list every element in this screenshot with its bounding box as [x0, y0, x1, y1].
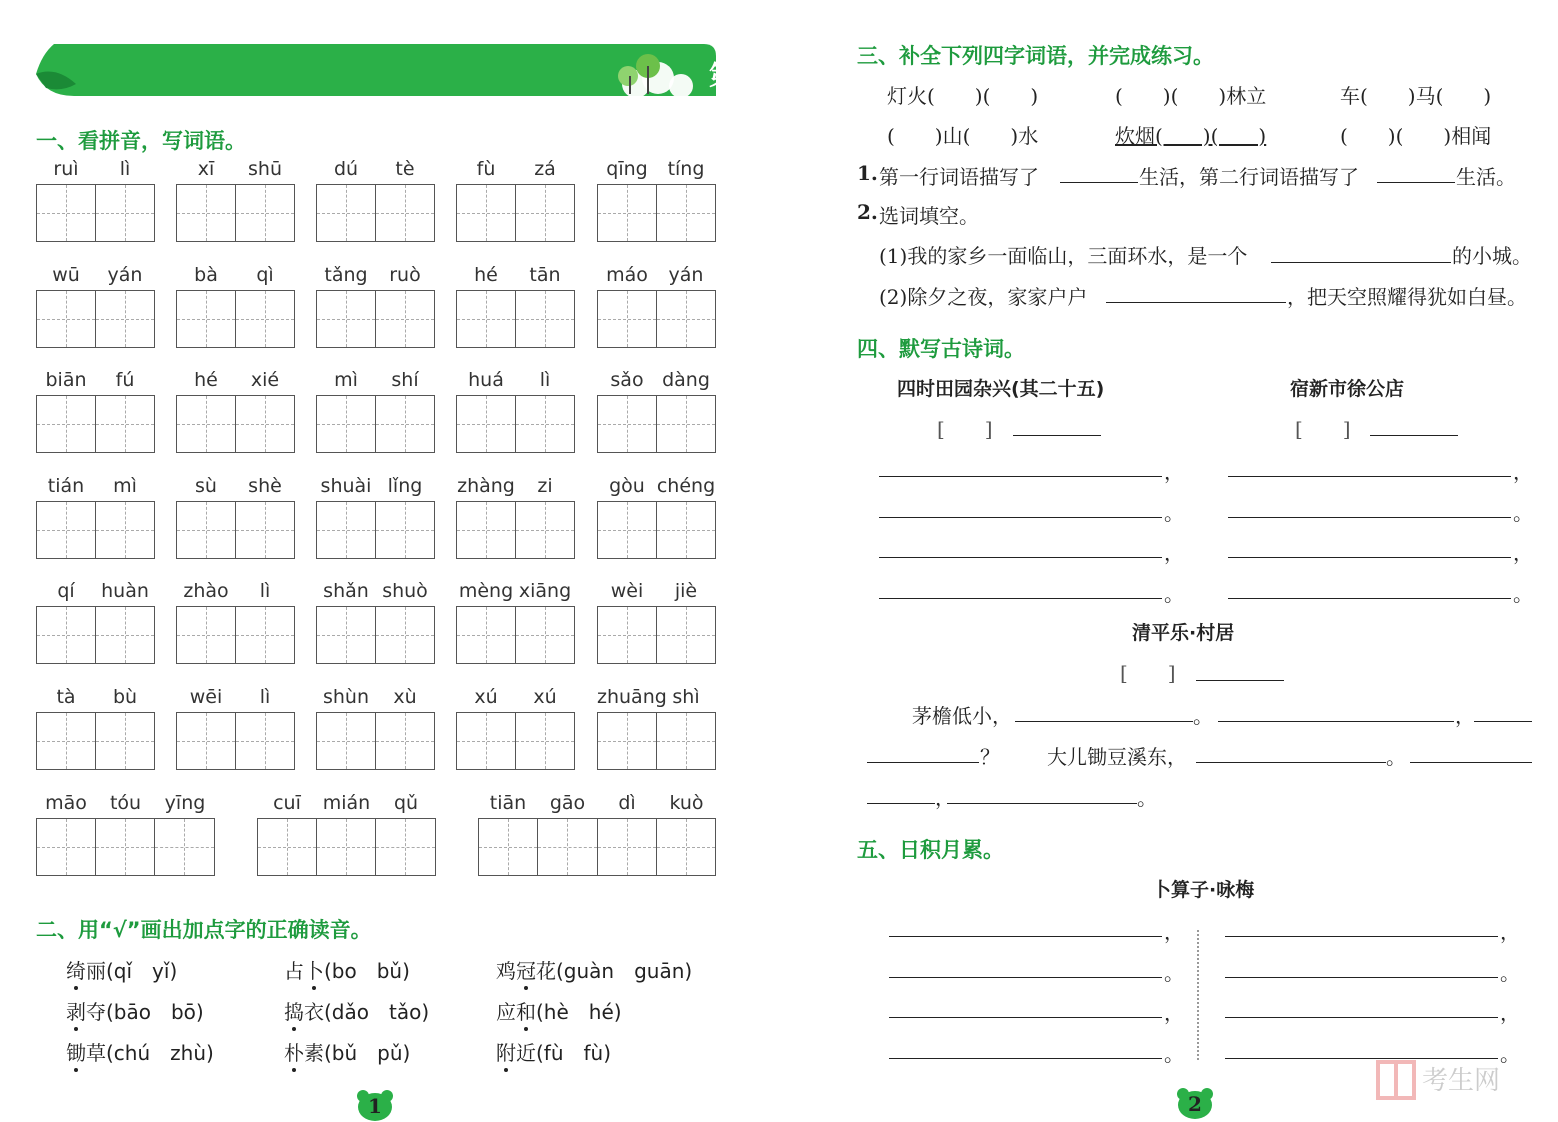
word-char: 花 [536, 959, 556, 983]
pinyin-label: sù [195, 474, 217, 497]
pronunciation-item[interactable] [66, 1037, 214, 1066]
pinyin-label: xù [393, 686, 417, 708]
writing-box[interactable] [176, 501, 295, 559]
pinyin-label: zá [534, 158, 556, 180]
q1-text-a: 第一行词语描写了 [879, 165, 1039, 189]
poem3-dynasty-bracket: [ ] [1120, 661, 1176, 685]
pinyin-label: dì [618, 792, 636, 814]
poem3-question: ？ [980, 745, 1000, 769]
pinyin-label: cuī [273, 792, 301, 814]
pinyin-options[interactable]: (chú zhù) [106, 1041, 214, 1065]
poem-line-blank[interactable] [1228, 476, 1511, 477]
writing-box[interactable] [36, 184, 155, 242]
section1-heading: 一、看拼音，写词语。 [36, 129, 246, 153]
writing-box[interactable] [257, 818, 436, 876]
poem4-line-punct: 。 [1164, 1041, 1184, 1066]
poem4-line-blank[interactable] [1225, 1058, 1498, 1059]
poem3-blank-7[interactable] [867, 803, 935, 804]
writing-box[interactable] [597, 290, 716, 348]
pronunciation-item[interactable] [284, 996, 429, 1025]
pinyin-options[interactable]: (bo bǔ) [324, 959, 410, 983]
pinyin-label: lǐng [387, 474, 423, 497]
writing-box[interactable] [597, 395, 716, 453]
dotted-char: 和 [516, 996, 536, 1025]
q2-1-blank[interactable] [1271, 262, 1451, 263]
pinyin-label: xiāng [518, 580, 572, 603]
pinyin-label: mì [334, 369, 358, 392]
pinyin-label: zhàng [457, 474, 515, 497]
pinyin-label: tóu [109, 792, 142, 814]
poem-line-blank[interactable] [879, 517, 1162, 518]
pinyin-label: zi [537, 474, 553, 497]
poem-line-blank[interactable] [1228, 557, 1511, 558]
dotted-char: 朴 [284, 1037, 304, 1066]
pronunciation-item[interactable] [284, 1037, 410, 1066]
writing-box[interactable] [456, 501, 575, 559]
pinyin-label: hé [474, 263, 498, 286]
pinyin-options[interactable]: (guàn guān) [556, 959, 693, 983]
pinyin-label: shí [391, 369, 419, 392]
pinyin-label: dú [333, 158, 359, 180]
writing-box[interactable] [176, 290, 295, 348]
pinyin-label: mì [113, 474, 137, 497]
idiom-1: 灯火( )( ) [887, 84, 1039, 108]
poem-line-punct: ， [1164, 541, 1184, 565]
section2-heading: 二、用“√”画出加点字的正确读音。 [36, 918, 372, 942]
pinyin-label: xú [533, 686, 557, 708]
pinyin-options[interactable]: (bāo bō) [106, 1000, 204, 1024]
pinyin-label: yīng [164, 792, 206, 814]
pinyin-options[interactable]: (dǎo tǎo) [324, 1000, 430, 1024]
writing-box[interactable] [316, 290, 435, 348]
pinyin-label: tiān [489, 792, 527, 814]
poem1-dynasty-bracket: [ ] [937, 417, 993, 441]
writing-box[interactable] [456, 184, 575, 242]
pinyin-label: mèng [458, 580, 514, 603]
pinyin-label: yán [668, 263, 704, 286]
pinyin-label: qì [256, 263, 274, 286]
writing-box[interactable] [36, 818, 215, 876]
writing-box[interactable] [316, 184, 435, 242]
writing-box[interactable] [176, 395, 295, 453]
pinyin-label: tà [56, 686, 76, 708]
poem-line-blank[interactable] [1228, 598, 1511, 599]
word-char: 近 [516, 1041, 536, 1065]
q2-number: 2. [857, 200, 878, 224]
pinyin-label: māo [45, 792, 87, 814]
writing-box[interactable] [456, 395, 575, 453]
section4-heading: 四、默写古诗词。 [857, 337, 1025, 361]
pinyin-label: sǎo [610, 369, 644, 392]
poem3-blank-1[interactable] [1015, 721, 1193, 722]
q1-number: 1. [857, 161, 878, 185]
watermark-text: 考生网 [1422, 1066, 1501, 1096]
pronunciation-item[interactable] [496, 996, 622, 1025]
poem3-blank-5[interactable] [1196, 762, 1386, 763]
pinyin-label: shùn [322, 686, 370, 708]
pinyin-label: lì [119, 158, 131, 180]
poem2-dynasty-bracket: [ ] [1295, 417, 1351, 441]
poem4-line-punct: ， [1164, 1001, 1184, 1025]
q2-2-text-b: ，把天空照耀得犹如白昼。 [1287, 285, 1527, 309]
pinyin-label: shū [248, 158, 282, 180]
q1-text-b: 生活，第二行词语描写了 [1139, 165, 1359, 189]
section5-heading: 五、日积月累。 [857, 838, 1004, 862]
poem-line-punct: ， [1164, 460, 1184, 484]
poem4-line-punct: ， [1164, 920, 1184, 944]
pinyin-label: gòu [609, 474, 645, 497]
word-char: 素 [304, 1041, 324, 1065]
q1-text-c: 生活。 [1456, 165, 1516, 189]
writing-box[interactable] [176, 606, 295, 664]
unit-title: 第一单元 [709, 61, 849, 92]
pinyin-options[interactable]: (qǐ yǐ) [106, 959, 178, 983]
writing-box[interactable] [456, 712, 575, 770]
dotted-char: 附 [496, 1037, 516, 1066]
poem3-punct-2: ， [1455, 704, 1475, 728]
pinyin-label: zhuāng [597, 686, 667, 708]
pronunciation-item[interactable] [496, 955, 692, 984]
pinyin-label: qí [57, 580, 75, 603]
pinyin-label: shǎn [323, 580, 369, 603]
writing-box[interactable] [316, 606, 435, 664]
idiom-6: ( )( )相闻 [1340, 124, 1492, 148]
q2-1-text-a: (1)我的家乡一面临山，三面环水，是一个 [879, 244, 1248, 268]
pinyin-options[interactable]: (hè hé) [536, 1000, 622, 1024]
pinyin-options[interactable]: (fù fù) [536, 1041, 612, 1065]
divider [1197, 930, 1199, 1060]
writing-box[interactable] [597, 606, 716, 664]
poem1-author-blank[interactable] [1013, 435, 1101, 436]
page-number-2: 2 [1188, 1092, 1202, 1116]
dotted-char: 锄 [66, 1037, 86, 1066]
poem4-line-punct: ， [1500, 1001, 1520, 1025]
word-char: 鸡 [496, 959, 516, 983]
pinyin-label: zhào [183, 580, 229, 603]
poem2-title: 宿新市徐公店 [1290, 378, 1405, 400]
pinyin-label: huàn [101, 580, 149, 603]
poem4-line-punct: 。 [1500, 960, 1520, 985]
poem4-line-blank[interactable] [889, 977, 1162, 978]
poem3-title: 清平乐·村居 [1132, 622, 1235, 644]
pinyin-label: qīng [606, 158, 648, 180]
poem3-punct-1: 。 [1193, 704, 1213, 728]
poem3-line2: 大儿锄豆溪东， [1047, 745, 1187, 769]
poem4-line-blank[interactable] [1225, 977, 1498, 978]
poem4-line-blank[interactable] [889, 936, 1162, 937]
pinyin-label: tíng [667, 158, 705, 180]
writing-box[interactable] [36, 290, 155, 348]
poem-line-blank[interactable] [1228, 517, 1511, 518]
poem-line-blank[interactable] [879, 476, 1162, 477]
poem3-blank-4[interactable] [867, 762, 979, 763]
pinyin-label: wēi [189, 686, 223, 708]
dotted-char: 捣 [284, 996, 304, 1025]
word-char: 应 [496, 1000, 516, 1024]
q1-blank-2[interactable] [1377, 182, 1455, 183]
poem4-line-blank[interactable] [1225, 936, 1498, 937]
writing-box[interactable] [456, 606, 575, 664]
pinyin-label: chéng [656, 474, 716, 497]
word-char: 占 [284, 959, 304, 983]
pinyin-label: shuài [320, 474, 372, 497]
word-char: 衣 [304, 1000, 324, 1024]
writing-box[interactable] [456, 290, 575, 348]
pinyin-label: bù [112, 686, 138, 708]
pinyin-label: biān [45, 369, 87, 392]
poem4-line-blank[interactable] [889, 1017, 1162, 1018]
idiom-2: ( )( )林立 [1115, 84, 1267, 108]
idiom-4: ( )山( )水 [887, 124, 1039, 148]
pinyin-label: dàng [662, 369, 710, 392]
writing-box[interactable] [316, 395, 435, 453]
poem-line-punct: 。 [1164, 581, 1184, 606]
idiom-5: 炊烟( )( ) [1115, 124, 1267, 148]
pinyin-label: lì [259, 580, 271, 603]
poem4-line-punct: 。 [1164, 960, 1184, 985]
poem-line-punct: ， [1513, 460, 1533, 484]
writing-box[interactable] [36, 501, 155, 559]
pinyin-label: kuò [669, 792, 704, 814]
pinyin-label: wèi [610, 580, 644, 603]
writing-box[interactable] [316, 712, 435, 770]
writing-box[interactable] [36, 395, 155, 453]
pinyin-label: ruì [53, 158, 79, 180]
poem3-blank-3[interactable] [1474, 721, 1532, 722]
q2-1-text-b: 的小城。 [1452, 244, 1532, 268]
pinyin-label: tǎng [324, 263, 368, 286]
pinyin-label: qǔ [393, 792, 419, 814]
poem4-line-blank[interactable] [1225, 1017, 1498, 1018]
pinyin-label: ruò [389, 263, 421, 286]
watermark-logo-icon [1376, 1060, 1416, 1100]
pinyin-label: jiè [674, 580, 698, 603]
pinyin-label: tián [47, 474, 85, 497]
pinyin-label: shuò [382, 580, 428, 603]
poem3-author-blank[interactable] [1196, 680, 1284, 681]
poem-line-blank[interactable] [879, 598, 1162, 599]
section3-heading: 三、补全下列四字词语，并完成练习。 [857, 44, 1214, 68]
pronunciation-item[interactable] [66, 996, 204, 1025]
poem-line-punct: ， [1513, 541, 1533, 565]
poem4-line-blank[interactable] [889, 1058, 1162, 1059]
q2-2-text-a: (2)除夕之夜，家家户户 [879, 285, 1088, 309]
poem-line-blank[interactable] [879, 557, 1162, 558]
writing-box[interactable] [36, 606, 155, 664]
pinyin-label: wū [52, 263, 80, 286]
writing-box[interactable] [478, 818, 716, 876]
poem3-blank-8[interactable] [947, 803, 1137, 804]
poem3-line1: 茅檐低小， [912, 704, 1012, 728]
writing-box[interactable] [316, 501, 435, 559]
dotted-char: 卜 [304, 955, 324, 984]
pinyin-label: lì [259, 686, 271, 708]
writing-box[interactable] [597, 712, 716, 770]
poem-line-punct: 。 [1164, 500, 1184, 525]
pinyin-label: máo [606, 263, 648, 286]
pinyin-label: bà [194, 263, 218, 286]
pinyin-label: mián [322, 792, 371, 814]
pinyin-label: tān [529, 263, 561, 286]
word-char: 夺 [86, 1000, 106, 1024]
dotted-char: 绮 [66, 955, 86, 984]
poem4-line-punct: ， [1500, 920, 1520, 944]
pinyin-label: tè [395, 158, 415, 180]
poem3-punct-5: 。 [1137, 786, 1157, 810]
pinyin-label: fú [115, 369, 135, 392]
pinyin-label: shè [248, 474, 282, 497]
writing-box[interactable] [36, 712, 155, 770]
writing-box[interactable] [176, 184, 295, 242]
pinyin-label: huá [468, 369, 504, 392]
poem2-author-blank[interactable] [1370, 435, 1458, 436]
poem3-punct-3: 。 [1386, 745, 1406, 769]
pinyin-label: fù [476, 158, 496, 180]
pronunciation-item[interactable] [284, 955, 410, 984]
poem3-blank-2[interactable] [1218, 721, 1454, 722]
poem3-blank-6[interactable] [1410, 762, 1532, 763]
pinyin-label: shì [672, 686, 700, 708]
pinyin-label: hé [194, 369, 218, 392]
idiom-3: 车( )马( ) [1340, 84, 1492, 108]
poem4-title: 卜算子·咏梅 [1152, 879, 1255, 901]
writing-box[interactable] [597, 184, 716, 242]
pinyin-label: yán [107, 263, 143, 286]
pinyin-label: xī [197, 158, 215, 180]
pinyin-label: lì [539, 369, 551, 392]
poem4-line-punct: 。 [1500, 1041, 1520, 1066]
q2-text: 选词填空。 [879, 204, 979, 228]
pinyin-options[interactable]: (bǔ pǔ) [324, 1041, 411, 1065]
poem-line-punct: 。 [1513, 500, 1533, 525]
q1-blank-1[interactable] [1060, 182, 1138, 183]
pinyin-label: xié [250, 369, 280, 392]
poem-line-punct: 。 [1513, 581, 1533, 606]
dotted-char: 冠 [516, 955, 536, 984]
pinyin-label: xú [474, 686, 498, 708]
writing-box[interactable] [597, 501, 716, 559]
word-char: 草 [86, 1041, 106, 1065]
pronunciation-item[interactable] [66, 955, 177, 984]
writing-box[interactable] [176, 712, 295, 770]
poem3-punct-4: ， [935, 786, 955, 810]
q2-2-blank[interactable] [1106, 302, 1286, 303]
page-number-1: 1 [368, 1094, 382, 1118]
pronunciation-item[interactable] [496, 1037, 611, 1066]
dotted-char: 剥 [66, 996, 86, 1025]
pinyin-label: gāo [549, 792, 586, 814]
word-char: 丽 [86, 959, 106, 983]
poem1-title: 四时田园杂兴(其二十五) [897, 378, 1105, 400]
